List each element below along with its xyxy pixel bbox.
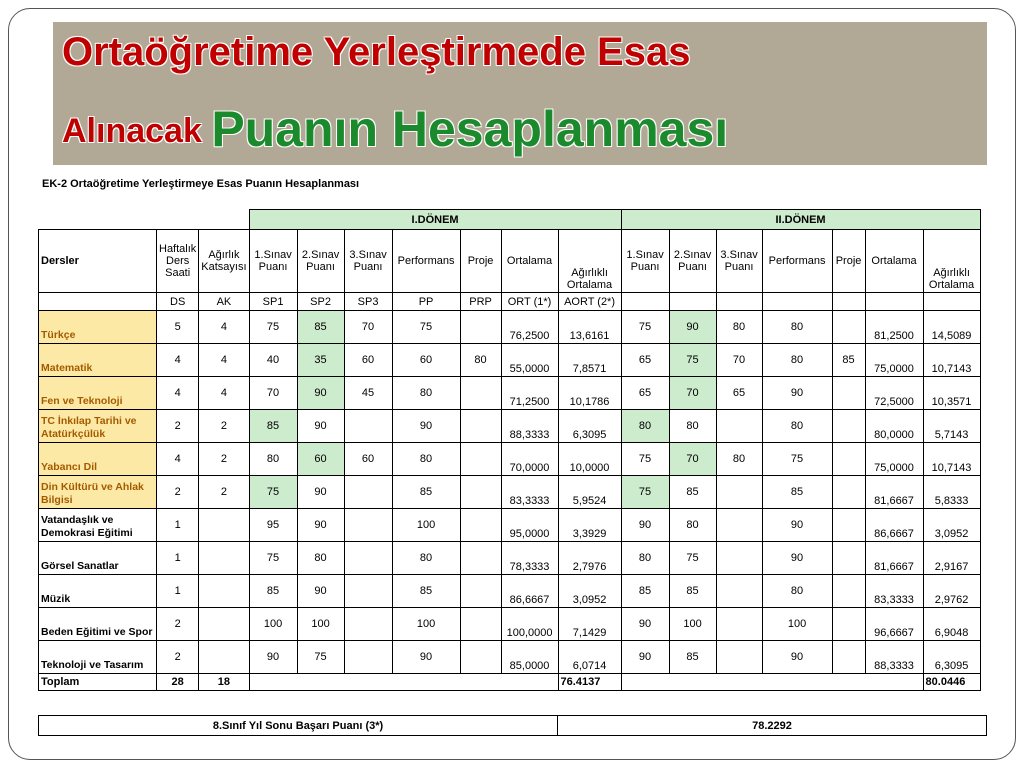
t1-score-cell: 75: [392, 311, 460, 344]
weekly-hours-cell: 1: [157, 542, 199, 575]
t2-score-cell: [832, 410, 865, 443]
weekly-hours-cell: 4: [157, 377, 199, 410]
weight-cell: [199, 509, 249, 542]
t1-score-cell: 7,1429: [558, 608, 621, 641]
t1-score-cell: [344, 608, 392, 641]
code-ort: ORT (1*): [501, 293, 558, 311]
t1-score-cell: 88,3333: [501, 410, 558, 443]
t2-score-cell: 70: [716, 344, 762, 377]
weight-cell: 4: [199, 344, 249, 377]
subject-name: Görsel Sanatlar: [39, 542, 157, 575]
t1-score-cell: [344, 641, 392, 674]
table-row: [39, 509, 981, 542]
t2-score-cell: 90: [762, 542, 832, 575]
weight-cell: [199, 641, 249, 674]
t2-score-cell: 65: [716, 377, 762, 410]
weekly-hours-cell: 2: [157, 608, 199, 641]
t2-score-cell: 85: [669, 476, 716, 509]
t1-score-cell: 90: [297, 575, 344, 608]
t2-score-cell: 70: [669, 377, 716, 410]
t1-score-cell: 100,0000: [501, 608, 558, 641]
t1-score-cell: 3,0952: [558, 575, 621, 608]
weekly-hours-cell: 1: [157, 575, 199, 608]
t1-score-cell: 70,0000: [501, 443, 558, 476]
t1-score-cell: 90: [249, 641, 297, 674]
t1-score-cell: 6,3095: [558, 410, 621, 443]
t1-score-cell: 85: [297, 311, 344, 344]
total-weight: 18: [199, 674, 249, 691]
t1-score-cell: 90: [392, 641, 460, 674]
header-t1-exam1: 1.Sınav Puanı: [249, 230, 297, 293]
subject-name: Teknoloji ve Tasarım: [39, 641, 157, 674]
t2-score-cell: 65: [621, 377, 669, 410]
t1-score-cell: 45: [344, 377, 392, 410]
header-t2-weighted: Ağırlıklı Ortalama: [923, 230, 980, 293]
header-t2-average: Ortalama: [865, 230, 923, 293]
t1-score-cell: [344, 509, 392, 542]
t1-score-cell: 7,8571: [558, 344, 621, 377]
code-sp1: SP1: [249, 293, 297, 311]
t1-score-cell: 80: [392, 542, 460, 575]
t2-score-cell: [832, 542, 865, 575]
t1-score-cell: 35: [297, 344, 344, 377]
t2-score-cell: 80: [621, 542, 669, 575]
t2-score-cell: 80: [762, 410, 832, 443]
table-row: [39, 377, 981, 410]
table-row: [39, 311, 981, 344]
t2-score-cell: 80: [669, 410, 716, 443]
t1-score-cell: 80: [392, 443, 460, 476]
weight-cell: 4: [199, 377, 249, 410]
t2-score-cell: 75: [669, 542, 716, 575]
subject-name: TC İnkılap Tarihi ve Atatürkçülük: [39, 410, 157, 443]
subject-name: Yabancı Dil: [39, 443, 157, 476]
t1-score-cell: 40: [249, 344, 297, 377]
t1-score-cell: 85: [392, 575, 460, 608]
subject-name: Matematik: [39, 344, 157, 377]
t1-score-cell: 55,0000: [501, 344, 558, 377]
t1-score-cell: 6,0714: [558, 641, 621, 674]
t1-score-cell: 60: [297, 443, 344, 476]
t1-score-cell: 95: [249, 509, 297, 542]
t2-score-cell: [832, 377, 865, 410]
header-t1-project: Proje: [460, 230, 501, 293]
table-row: [39, 344, 981, 377]
t2-score-cell: 75: [669, 344, 716, 377]
t2-score-cell: 100: [762, 608, 832, 641]
t1-score-cell: 2,7976: [558, 542, 621, 575]
t1-score-cell: [460, 443, 501, 476]
t2-score-cell: 90: [621, 509, 669, 542]
t2-score-cell: 80: [621, 410, 669, 443]
subject-name: Müzik: [39, 575, 157, 608]
t2-score-cell: 75: [762, 443, 832, 476]
t1-score-cell: 78,3333: [501, 542, 558, 575]
t1-score-cell: 95,0000: [501, 509, 558, 542]
header-t1-performance: Performans: [392, 230, 460, 293]
t2-score-cell: 6,3095: [923, 641, 980, 674]
t1-score-cell: 86,6667: [501, 575, 558, 608]
term-1-header: I.DÖNEM: [249, 210, 621, 230]
final-score-label: 8.Sınıf Yıl Sonu Başarı Puanı (3*): [39, 716, 558, 736]
t1-score-cell: 70: [344, 311, 392, 344]
header-t1-exam2: 2.Sınav Puanı: [297, 230, 344, 293]
header-weekly-hours: Haftalık Ders Saati: [157, 230, 199, 293]
weekly-hours-cell: 5: [157, 311, 199, 344]
weekly-hours-cell: 1: [157, 509, 199, 542]
header-t2-exam1: 1.Sınav Puanı: [621, 230, 669, 293]
t2-score-cell: 90: [762, 377, 832, 410]
t2-score-cell: [716, 542, 762, 575]
t2-score-cell: 81,6667: [865, 476, 923, 509]
t2-score-cell: 75: [621, 311, 669, 344]
t1-score-cell: 71,2500: [501, 377, 558, 410]
t1-score-cell: [460, 608, 501, 641]
table-row: [39, 641, 981, 674]
subject-name: Fen ve Teknoloji: [39, 377, 157, 410]
term-2-header: II.DÖNEM: [621, 210, 980, 230]
t1-score-cell: 5,9524: [558, 476, 621, 509]
t1-score-cell: 90: [392, 410, 460, 443]
t1-score-cell: [344, 542, 392, 575]
t1-score-cell: [460, 377, 501, 410]
t1-score-cell: 70: [249, 377, 297, 410]
t2-score-cell: 81,6667: [865, 542, 923, 575]
t2-score-cell: 80: [716, 443, 762, 476]
t2-score-cell: [716, 575, 762, 608]
t1-score-cell: [344, 476, 392, 509]
header-t2-performance: Performans: [762, 230, 832, 293]
t2-score-cell: 80: [762, 311, 832, 344]
t2-score-cell: [832, 443, 865, 476]
slide-title-line-2: [62, 96, 729, 157]
t2-score-cell: 85: [669, 575, 716, 608]
t1-score-cell: 60: [344, 443, 392, 476]
t1-score-cell: 85: [249, 575, 297, 608]
t2-score-cell: 85: [669, 641, 716, 674]
t2-score-cell: 85: [762, 476, 832, 509]
table-caption: EK-2 Ortaöğretime Yerleştirmeye Esas Puanın Hesaplanması: [42, 178, 360, 190]
t2-score-cell: [832, 575, 865, 608]
weight-cell: [199, 542, 249, 575]
t1-score-cell: 90: [297, 476, 344, 509]
subject-name: Din Kültürü ve Ahlak Bilgisi: [39, 476, 157, 509]
t1-score-cell: [460, 410, 501, 443]
t2-score-cell: 75,0000: [865, 443, 923, 476]
t2-score-cell: [716, 410, 762, 443]
weekly-hours-cell: 2: [157, 641, 199, 674]
t2-score-cell: 90: [621, 641, 669, 674]
t2-score-cell: 75: [621, 476, 669, 509]
t2-score-cell: 80: [716, 311, 762, 344]
weekly-hours-cell: 4: [157, 443, 199, 476]
t1-score-cell: 100: [297, 608, 344, 641]
table-row: [39, 443, 981, 476]
t2-score-cell: [832, 608, 865, 641]
t1-score-cell: [460, 542, 501, 575]
t2-score-cell: 85: [621, 575, 669, 608]
title-small-part: Alınacak: [62, 112, 212, 150]
t2-score-cell: 85: [832, 344, 865, 377]
weight-cell: 4: [199, 311, 249, 344]
total-t2-spacer: [621, 674, 923, 691]
total-label: Toplam: [39, 674, 157, 691]
t2-score-cell: 2,9167: [923, 542, 980, 575]
t2-score-cell: 88,3333: [865, 641, 923, 674]
t1-score-cell: 80: [249, 443, 297, 476]
t2-score-cell: 100: [669, 608, 716, 641]
header-t2-project: Proje: [832, 230, 865, 293]
t1-score-cell: 75: [249, 476, 297, 509]
t2-score-cell: 6,9048: [923, 608, 980, 641]
code-pp: PP: [392, 293, 460, 311]
t1-score-cell: 85,0000: [501, 641, 558, 674]
total-row: [39, 674, 981, 691]
t1-score-cell: 85: [249, 410, 297, 443]
total-t1-weighted: 76.4137: [558, 674, 621, 691]
t2-score-cell: 70: [669, 443, 716, 476]
t2-score-cell: 75: [621, 443, 669, 476]
t2-score-cell: 3,0952: [923, 509, 980, 542]
t2-score-cell: 10,3571: [923, 377, 980, 410]
t1-score-cell: 80: [297, 542, 344, 575]
t1-score-cell: 90: [297, 509, 344, 542]
t1-score-cell: [460, 575, 501, 608]
code-ak: AK: [199, 293, 249, 311]
weight-cell: 2: [199, 476, 249, 509]
t1-score-cell: [460, 641, 501, 674]
t1-score-cell: 80: [460, 344, 501, 377]
t1-score-cell: 10,1786: [558, 377, 621, 410]
weekly-hours-cell: 4: [157, 344, 199, 377]
t2-score-cell: 72,5000: [865, 377, 923, 410]
subject-name: Vatandaşlık ve Demokrasi Eğitimi: [39, 509, 157, 542]
t2-score-cell: 10,7143: [923, 443, 980, 476]
total-weekly-hours: 28: [157, 674, 199, 691]
t2-score-cell: 2,9762: [923, 575, 980, 608]
t2-score-cell: [832, 641, 865, 674]
t1-score-cell: 85: [392, 476, 460, 509]
weight-cell: 2: [199, 410, 249, 443]
t1-score-cell: 13,6161: [558, 311, 621, 344]
weight-cell: 2: [199, 443, 249, 476]
code-sp2: SP2: [297, 293, 344, 311]
t2-score-cell: 86,6667: [865, 509, 923, 542]
t1-score-cell: 100: [392, 509, 460, 542]
t1-score-cell: 3,3929: [558, 509, 621, 542]
t2-score-cell: 90: [621, 608, 669, 641]
final-score-value: 78.2292: [558, 716, 987, 736]
t2-score-cell: 5,8333: [923, 476, 980, 509]
t1-score-cell: 80: [392, 377, 460, 410]
t2-score-cell: [716, 509, 762, 542]
title-big-part: Puanın Hesaplanması: [211, 101, 729, 157]
t1-score-cell: 60: [344, 344, 392, 377]
header-t1-average: Ortalama: [501, 230, 558, 293]
t1-score-cell: 83,3333: [501, 476, 558, 509]
header-subjects: Dersler: [39, 230, 157, 293]
t1-score-cell: 76,2500: [501, 311, 558, 344]
table-row: [39, 476, 981, 509]
t2-score-cell: 14,5089: [923, 311, 980, 344]
t1-score-cell: [344, 410, 392, 443]
t2-score-cell: [716, 608, 762, 641]
t2-score-cell: 80: [669, 509, 716, 542]
t2-score-cell: [832, 476, 865, 509]
t1-score-cell: [460, 476, 501, 509]
t1-score-cell: [344, 575, 392, 608]
table-row: [39, 608, 981, 641]
total-t1-spacer: [249, 674, 558, 691]
subject-name: Türkçe: [39, 311, 157, 344]
t1-score-cell: 100: [249, 608, 297, 641]
header-t1-weighted: Ağırlıklı Ortalama: [558, 230, 621, 293]
table-row: [39, 410, 981, 443]
t2-score-cell: 65: [621, 344, 669, 377]
t2-score-cell: 80: [762, 344, 832, 377]
t1-score-cell: 60: [392, 344, 460, 377]
t2-score-cell: [832, 509, 865, 542]
t2-score-cell: [716, 476, 762, 509]
weight-cell: [199, 608, 249, 641]
subject-name: Beden Eğitimi ve Spor: [39, 608, 157, 641]
t1-score-cell: 75: [297, 641, 344, 674]
t2-score-cell: 5,7143: [923, 410, 980, 443]
code-ds: DS: [157, 293, 199, 311]
t2-score-cell: 10,7143: [923, 344, 980, 377]
code-prp: PRP: [460, 293, 501, 311]
t2-score-cell: 81,2500: [865, 311, 923, 344]
weekly-hours-cell: 2: [157, 410, 199, 443]
code-aort: AORT (2*): [558, 293, 621, 311]
t2-score-cell: 90: [762, 509, 832, 542]
table-row: [39, 542, 981, 575]
score-table: [38, 209, 981, 691]
t1-score-cell: [460, 311, 501, 344]
final-score-table: [38, 715, 987, 736]
code-sp3: SP3: [344, 293, 392, 311]
t1-score-cell: 75: [249, 311, 297, 344]
weekly-hours-cell: 2: [157, 476, 199, 509]
t2-score-cell: 90: [762, 641, 832, 674]
t2-score-cell: [832, 311, 865, 344]
t2-score-cell: 80: [762, 575, 832, 608]
t1-score-cell: [460, 509, 501, 542]
total-t2-weighted: 80.0446: [923, 674, 980, 691]
t2-score-cell: [716, 641, 762, 674]
slide-title-line-1: Ortaöğretime Yerleştirmede Esas: [62, 30, 691, 74]
t2-score-cell: 80,0000: [865, 410, 923, 443]
t2-score-cell: 83,3333: [865, 575, 923, 608]
header-t2-exam3: 3.Sınav Puanı: [716, 230, 762, 293]
header-t1-exam3: 3.Sınav Puanı: [344, 230, 392, 293]
table-row: [39, 575, 981, 608]
header-t2-exam2: 2.Sınav Puanı: [669, 230, 716, 293]
t1-score-cell: 75: [249, 542, 297, 575]
t2-score-cell: 75,0000: [865, 344, 923, 377]
weight-cell: [199, 575, 249, 608]
t1-score-cell: 100: [392, 608, 460, 641]
header-weight: Ağırlık Katsayısı: [199, 230, 249, 293]
t2-score-cell: 96,6667: [865, 608, 923, 641]
t1-score-cell: 90: [297, 377, 344, 410]
t1-score-cell: 10,0000: [558, 443, 621, 476]
t1-score-cell: 90: [297, 410, 344, 443]
t2-score-cell: 90: [669, 311, 716, 344]
